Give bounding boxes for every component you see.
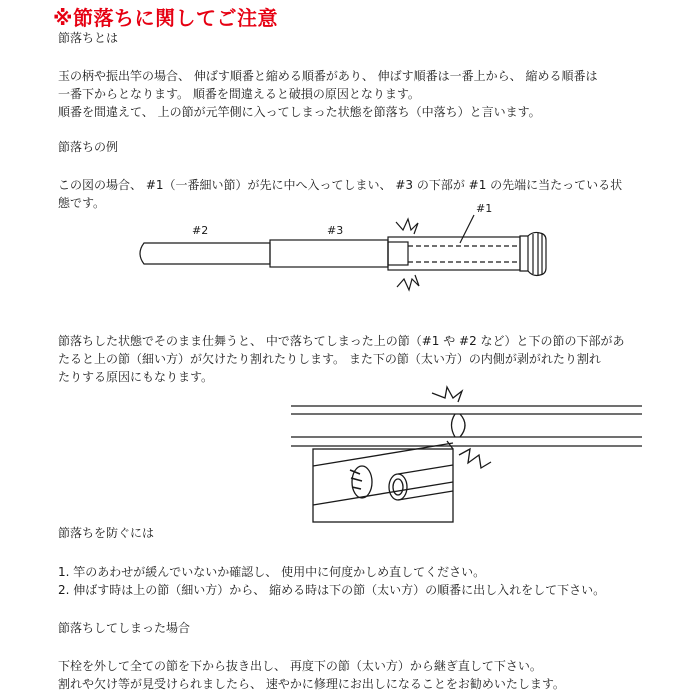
collision-diagram — [291, 387, 642, 522]
paragraph-line: 一番下からとなります。 順番を間違えると破損の原因となります。 — [58, 87, 420, 101]
label-1-leader — [460, 215, 474, 243]
list-item: 2. 伸ばす時は上の節（細い方）から、 縮める時は下の節（太い方）の順番に出し入れをして下さい。 — [58, 583, 606, 597]
page-title: ※節落ちに関してご注意 — [53, 6, 278, 30]
section-heading-example: 節落ちの例 — [58, 140, 119, 154]
list-item: 1. 竿のあわせが緩んでいないか確認し、 使用中に何度かしめ直してください。 — [58, 565, 486, 579]
paragraph-line: 節落ちした状態でそのまま仕舞うと、 中で落ちてしまった上の節（#1 や #2 など）と下の節の下部があ — [58, 334, 625, 348]
paragraph-line: 割れや欠け等が見受けられましたら、 速やかに修理にお出しになることをお勧めいたします。 — [58, 677, 565, 691]
impact-burst-upper — [432, 387, 462, 402]
paragraph-line: 下栓を外して全ての節を下から抜き出し、 再度下の節（太い方）から継ぎ直して下さい。 — [58, 659, 542, 673]
section-3-rod — [270, 240, 388, 267]
paragraph-line: たると上の節（細い方）が欠けたり割れたりします。 また下の節（太い方）の内側が剥がれたり割れ — [58, 352, 601, 366]
end-cap-ring — [520, 236, 528, 271]
section-heading-recovery: 節落ちしてしまった場合 — [58, 621, 191, 635]
section-2-rod — [140, 243, 270, 264]
section-3-end — [388, 242, 408, 265]
label-1: #1 — [476, 202, 493, 215]
impact-burst-lower — [459, 449, 491, 468]
label-3: #3 — [327, 224, 344, 237]
paragraph-line: 態です。 — [58, 196, 106, 210]
paragraph-line: 順番を間違えて、 上の節が元竿側に入ってしまった状態を節落ち（中落ち）と言います。 — [58, 105, 541, 119]
section-heading-prevention: 節落ちを防ぐには — [58, 526, 155, 540]
paragraph-line: たりする原因にもなります。 — [58, 370, 214, 384]
end-cap-knob — [528, 232, 546, 275]
impact-burst-bottom — [397, 275, 419, 290]
paragraph-line: この図の場合、 #1（一番細い節）が先に中へ入ってしまい、 #3 の下部が #1 の先端に当たっている状 — [58, 178, 623, 192]
section-heading-what-is: 節落ちとは — [58, 31, 119, 45]
paragraph-line: 玉の柄や振出竿の場合、 伸ばす順番と縮める順番があり、 伸ばす順番は一番上から、 縮める順番は — [58, 69, 598, 83]
label-2: #2 — [192, 224, 209, 237]
impact-burst-top — [396, 219, 418, 234]
